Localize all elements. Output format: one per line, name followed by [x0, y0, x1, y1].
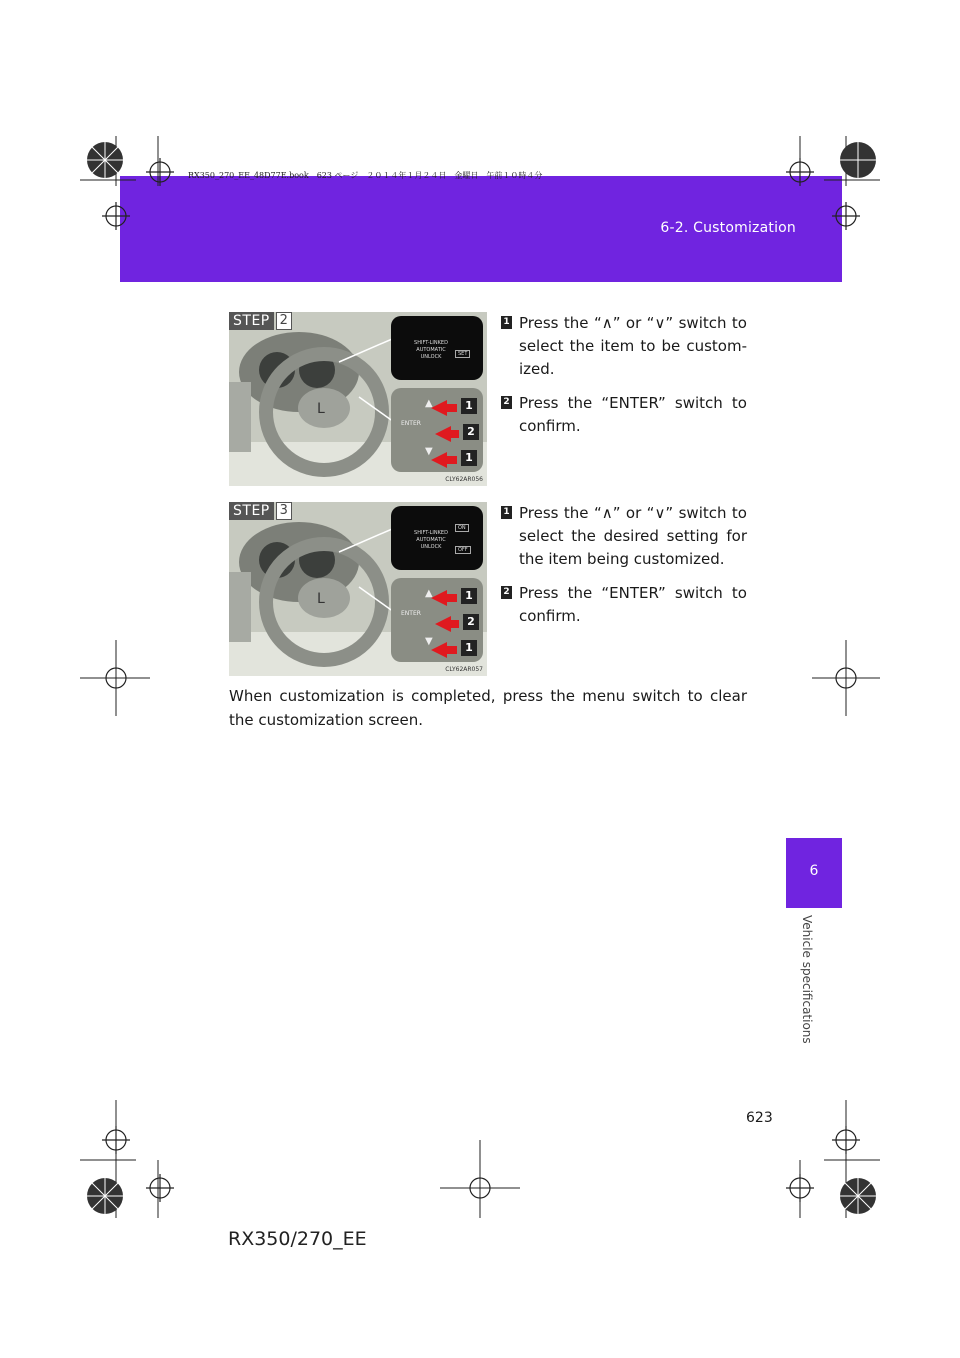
- callout-2: 2: [463, 424, 479, 440]
- callout-1b: 1: [461, 640, 477, 656]
- step-badge: STEP 3: [229, 502, 292, 520]
- callout-1b: 1: [461, 450, 477, 466]
- step-3-instructions: [501, 502, 747, 639]
- instruction-item: [501, 392, 747, 438]
- svg-text:L: L: [317, 591, 325, 607]
- chevron-down-icon: ▼: [425, 446, 433, 457]
- figure-code: CLY62AR057: [445, 666, 483, 673]
- display-text: SHIFT-LINKED AUTOMATIC UNLOCK: [414, 530, 448, 550]
- figure-code: CLY62AR056: [445, 476, 483, 483]
- model-code: RX350/270_EE: [228, 1228, 367, 1250]
- display-tag-off: OFF: [455, 546, 471, 554]
- callout-2: 2: [463, 614, 479, 630]
- display-inset: [391, 316, 483, 380]
- instruction-text: Press the “ENTER” switch to confirm.: [519, 584, 747, 625]
- step-2-instructions: [501, 312, 747, 449]
- chevron-up-icon: ▲: [425, 588, 433, 599]
- instruction-item: [501, 582, 747, 628]
- display-tag: SET: [455, 350, 470, 358]
- callout-1: 1: [461, 398, 477, 414]
- instruction-text: Press the “∧” or “∨” switch to select the desired setting for the item being customized.: [519, 504, 747, 568]
- chevron-up-icon: ▲: [425, 398, 433, 409]
- print-info: RX350_270_EE_48D77E.book 623 ページ ２０１４年１月２４日 金曜日 午前１０時４分: [188, 171, 543, 180]
- svg-text:L: L: [317, 401, 325, 417]
- instruction-text: Press the “ENTER” switch to confirm.: [519, 394, 747, 435]
- instruction-number: 2: [501, 396, 512, 409]
- display-text: SHIFT-LINKED AUTOMATIC UNLOCK: [414, 340, 448, 360]
- closing-paragraph: When customization is completed, press the menu switch to clear the customization screen.: [229, 687, 747, 729]
- instruction-item: [501, 312, 747, 381]
- enter-switch-label: ENTER: [401, 420, 421, 427]
- display-tag-on: ON: [455, 524, 469, 532]
- step-badge: STEP 2: [229, 312, 292, 330]
- instruction-number: 1: [501, 506, 512, 519]
- instruction-number: 1: [501, 316, 512, 329]
- display-inset: [391, 506, 483, 570]
- switch-inset: [391, 578, 483, 662]
- instruction-text: Press the “∧” or “∨” switch to select the item to be custom-ized.: [519, 314, 747, 378]
- switch-inset: [391, 388, 483, 472]
- callout-1: 1: [461, 588, 477, 604]
- chevron-down-icon: ▼: [425, 636, 433, 647]
- enter-switch-label: ENTER: [401, 610, 421, 617]
- section-title: 6-2. Customization: [660, 220, 796, 236]
- instruction-number: 2: [501, 586, 512, 599]
- step-2-figure: [229, 312, 487, 486]
- instruction-item: [501, 502, 747, 571]
- chapter-label: Vehicle specifications: [800, 915, 814, 1044]
- step-3-figure: [229, 502, 487, 676]
- page-number: 623: [746, 1110, 773, 1126]
- chapter-tab: 6: [786, 838, 842, 908]
